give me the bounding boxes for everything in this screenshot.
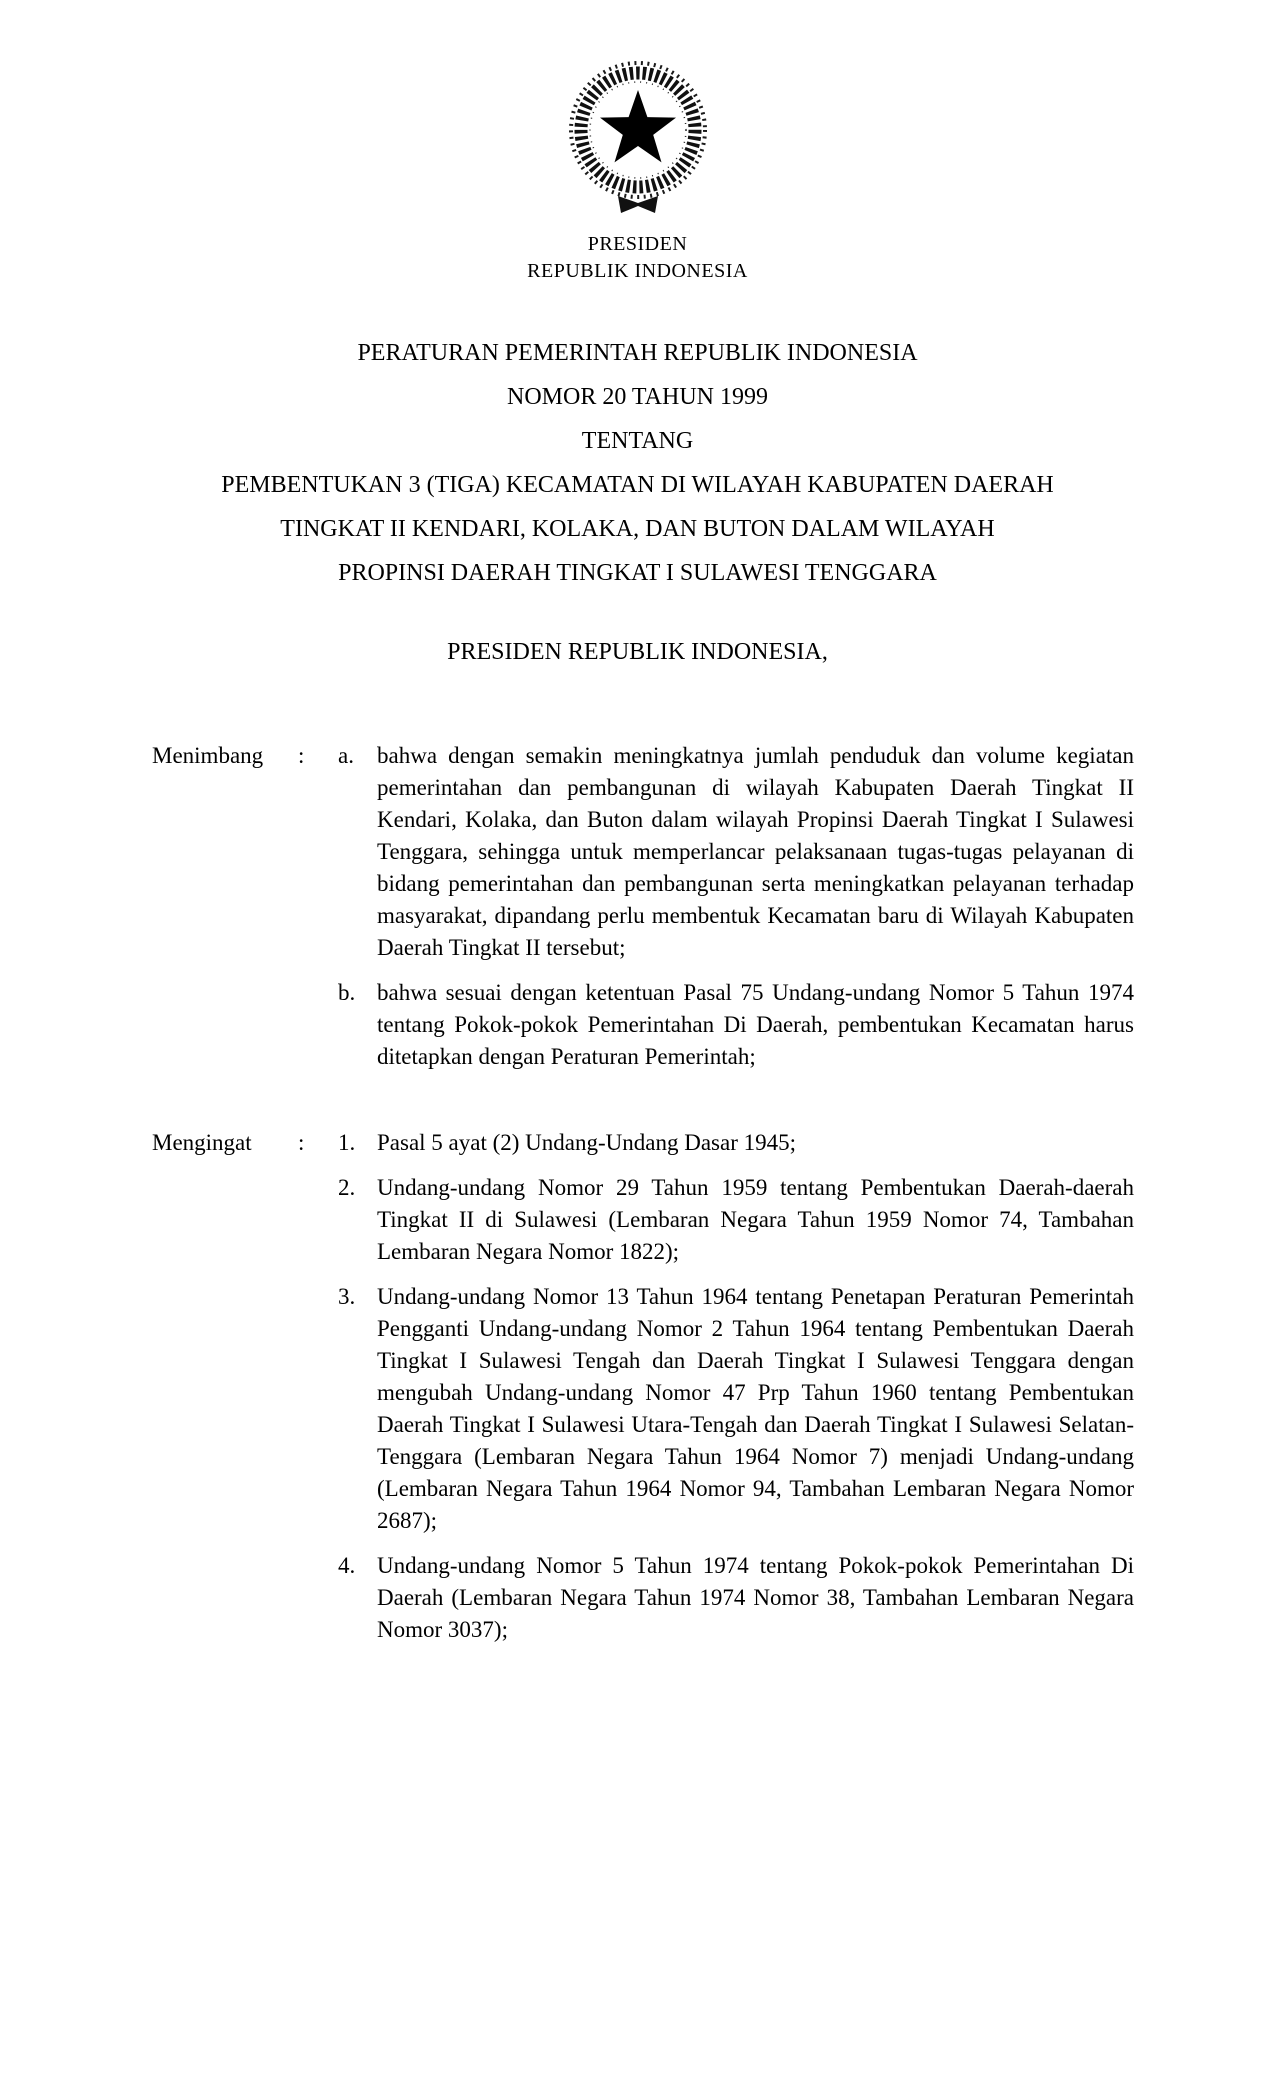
- star-icon: [600, 90, 676, 162]
- mengingat-items: [338, 1127, 1134, 1646]
- mengingat-item-1: [338, 1127, 1134, 1159]
- item-text: bahwa dengan semakin meningkatnya jumlah penduduk dan volume kegiatan pemerintahan dan pembangunan di wilayah Kabupaten Daerah Tingkat II Kendari, Kolaka, dan Buton dalam wilayah Propinsi Daerah Tingkat I Sulawesi Tenggara, sehingga untuk memperlancar pelaksanaan tugas-tugas pelayanan di bidang pemerintahan dan pembangunan serta meningkatkan pelayanan terhadap masyarakat, dipandang perlu membentuk Kecamatan baru di Wilayah Kabupaten Daerah Tingkat II tersebut;: [377, 743, 1134, 960]
- menimbang-items: [338, 740, 1134, 1073]
- item-text: Undang-undang Nomor 13 Tahun 1964 tentang Penetapan Peraturan Pemerintah Pengganti Undang-undang Nomor 2 Tahun 1964 tentang Pembentukan Daerah Tingkat I Sulawesi Tengah dan Daerah Tingkat I Sulawesi Tenggara dengan mengubah Undang-undang Nomor 47 Prp Tahun 1960 tentang Pembentukan Daerah Tingkat I Sulawesi Utara-Tengah dan Daerah Tingkat I Sulawesi Selatan-Tenggara (Lembaran Negara Tahun 1964 Nomor 7) menjadi Undang-undang (Lembaran Negara Tahun 1964 Nomor 94, Tambahan Lembaran Negara Nomor 2687);: [377, 1284, 1134, 1533]
- menimbang-colon: :: [298, 743, 305, 768]
- mengingat-item-3: [338, 1281, 1134, 1537]
- menimbang-item-b: [338, 977, 1134, 1073]
- item-marker: 3.: [338, 1284, 356, 1309]
- item-marker: 1.: [338, 1130, 356, 1155]
- mengingat-item-2: [338, 1172, 1134, 1268]
- org-name-presiden: PRESIDEN: [587, 233, 688, 255]
- salutation: PRESIDEN REPUBLIK INDONESIA,: [447, 639, 828, 665]
- title-line-5: TINGKAT II KENDARI, KOLAKA, DAN BUTON DALAM WILAYAH: [280, 516, 995, 542]
- title-line-4: PEMBENTUKAN 3 (TIGA) KECAMATAN DI WILAYAH KABUPATEN DAERAH: [221, 472, 1054, 498]
- mengingat-section: [152, 1127, 1134, 1646]
- title-line-2: NOMOR 20 TAHUN 1999: [507, 384, 768, 410]
- item-marker: b.: [338, 980, 356, 1005]
- presidential-star-wreath-icon: [558, 50, 718, 222]
- menimbang-section: [152, 740, 1134, 1073]
- title-line-3: TENTANG: [581, 428, 694, 454]
- title-line-6: PROPINSI DAERAH TINGKAT I SULAWESI TENGGARA: [338, 560, 937, 586]
- item-text: Undang-undang Nomor 5 Tahun 1974 tentang Pokok-pokok Pemerintahan Di Daerah (Lembaran Negara Tahun 1974 Nomor 38, Tambahan Lembaran Negara Nomor 3037);: [377, 1553, 1134, 1642]
- title-line-1: PERATURAN PEMERINTAH REPUBLIK INDONESIA: [357, 340, 918, 366]
- item-text: Undang-undang Nomor 29 Tahun 1959 tentang Pembentukan Daerah-daerah Tingkat II di Sulawesi (Lembaran Negara Tahun 1959 Nomor 74, Tambahan Lembaran Negara Nomor 1822);: [377, 1175, 1134, 1264]
- item-marker: 4.: [338, 1553, 356, 1578]
- item-marker: a.: [338, 743, 354, 768]
- emblem-container: [0, 0, 1275, 285]
- mengingat-colon: :: [298, 1130, 305, 1155]
- mengingat-label: Mengingat: [152, 1130, 252, 1155]
- item-text: bahwa sesuai dengan ketentuan Pasal 75 Undang-undang Nomor 5 Tahun 1974 tentang Pokok-pokok Pemerintahan Di Daerah, pembentukan Kecamatan harus ditetapkan dengan Peraturan Pemerintah;: [377, 980, 1134, 1069]
- mengingat-item-4: [338, 1550, 1134, 1646]
- menimbang-label: Menimbang: [152, 743, 264, 768]
- item-marker: 2.: [338, 1175, 356, 1200]
- org-name-republik: REPUBLIK INDONESIA: [527, 260, 748, 282]
- menimbang-item-a: [338, 740, 1134, 964]
- item-text: Pasal 5 ayat (2) Undang-Undang Dasar 1945;: [377, 1130, 796, 1155]
- regulation-title: [0, 331, 1275, 595]
